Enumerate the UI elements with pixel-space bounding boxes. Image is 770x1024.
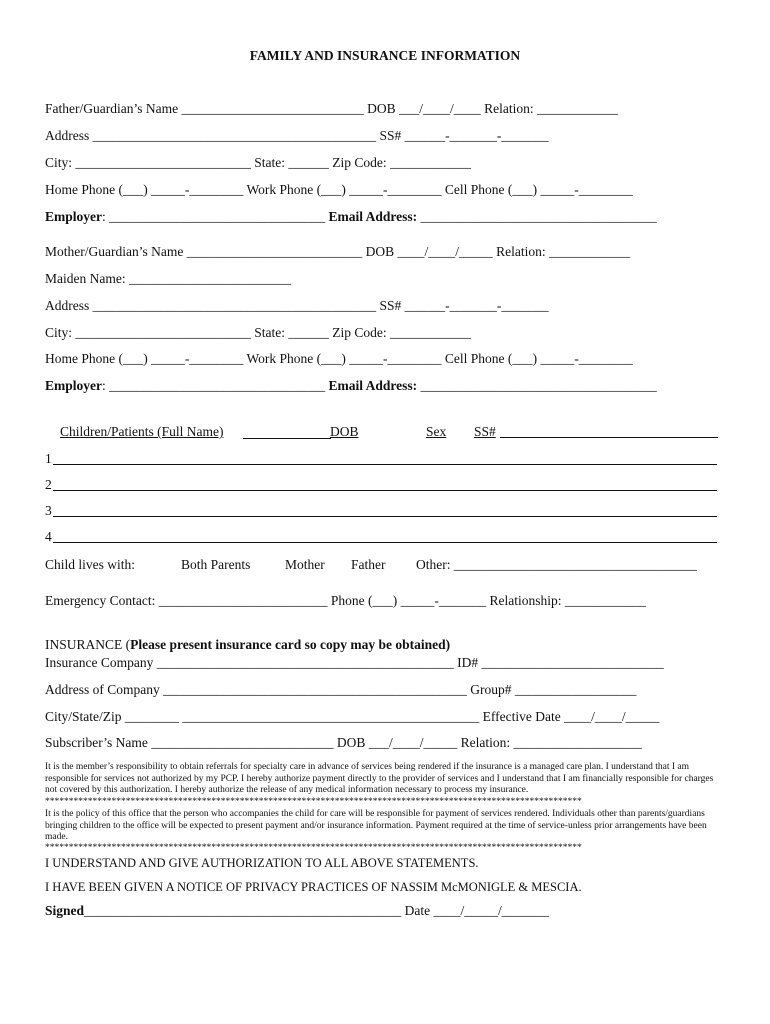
child-row-line[interactable]: [53, 516, 717, 517]
father-employer-row[interactable]: [45, 209, 657, 225]
father-name-field[interactable]: Father/Guardian’s Name ___________________________ DOB ___/____/____ Relation: ____________: [45, 101, 618, 116]
father-phone-field[interactable]: Home Phone (___) _____-________ Work Phone (___) _____-________ Cell Phone (___) _____-________: [45, 182, 633, 197]
mother-employer-row[interactable]: [45, 378, 657, 394]
child-row-number: 4: [45, 529, 52, 544]
insurance-heading-prefix: INSURANCE (: [45, 637, 131, 652]
form-title: FAMILY AND INSURANCE INFORMATION: [249, 48, 521, 63]
privacy-notice-statement: I HAVE BEEN GIVEN A NOTICE OF PRIVACY PRACTICES OF NASSIM McMONIGLE & MESCIA.: [45, 880, 582, 894]
mother-city-field[interactable]: City: __________________________ State: ______ Zip Code: ____________: [45, 325, 471, 340]
child-row-line[interactable]: [53, 542, 717, 543]
children-ss-header: SS#: [474, 424, 496, 439]
child-lives-label: Child lives with:: [45, 557, 136, 572]
father-address-field[interactable]: Address __________________________________________ SS# ______-_______-_______: [45, 128, 549, 143]
mother-email-label: Email Address:: [328, 378, 418, 393]
father-employer-blank[interactable]: : ________________________________: [102, 209, 326, 224]
insurance-heading-note: Please present insurance card so copy may be obtained): [130, 637, 451, 652]
children-ss-underline: [500, 437, 718, 438]
child-row-line[interactable]: [53, 464, 717, 465]
father-employer-label: Employer: [45, 209, 102, 224]
mother-name-field[interactable]: Mother/Guardian’s Name __________________________ DOB ____/____/_____ Relation: ____________: [45, 244, 630, 259]
insurance-city-field[interactable]: City/State/Zip ________ ____________________________________________ Effective Date ____/____/_____: [45, 709, 660, 724]
payment-policy-text: It is the policy of this office that the person who accompanies the child for care will be responsible for payment of services rendered. Individuals other than parents/guardians bringing children to the office will be expected to present payment and/or insurance information. Payment required at the time of service-unless prior arrangements have been made.: [45, 809, 707, 842]
child-row-line[interactable]: [53, 490, 717, 491]
signed-label: Signed: [45, 903, 85, 918]
member-responsibility-text: It is the member’s responsibility to obtain referrals for specialty care in advance of services being rendered if the insurance is a managed care plan. I understand that I am responsible for services not authorized by my PCP. I hereby authorize payment directly to the provider of services and I understand that I am financially responsible for charges not covered by this authorization. I hereby authorize the release of any medical information necessary to process my insurance.: [45, 762, 714, 795]
option-other-field[interactable]: Other: ____________________________________: [416, 557, 697, 572]
children-name-header: Children/Patients (Full Name): [60, 424, 224, 439]
insurance-company-field[interactable]: Insurance Company ____________________________________________ ID# ___________________________: [45, 655, 664, 670]
child-row-number: 1: [45, 451, 52, 466]
separator-stars: *****************************************************************************************************************: [45, 797, 582, 807]
signature-date-field[interactable]: _______________________________________________ Date ____/_____/_______: [84, 903, 550, 918]
children-sex-header: Sex: [426, 424, 447, 439]
insurance-heading: [45, 637, 450, 653]
father-email-label: Email Address:: [328, 209, 418, 224]
children-dob-header: DOB: [330, 424, 359, 439]
mother-employer-blank[interactable]: : ________________________________: [102, 378, 326, 393]
mother-address-field[interactable]: Address __________________________________________ SS# ______-_______-_______: [45, 298, 549, 313]
subscriber-field[interactable]: Subscriber’s Name ___________________________ DOB ___/____/_____ Relation: ___________________: [45, 735, 642, 750]
mother-employer-label: Employer: [45, 378, 102, 393]
mother-maiden-field[interactable]: Maiden Name: ________________________: [45, 271, 291, 286]
option-mother[interactable]: Mother: [285, 557, 325, 572]
father-city-field[interactable]: City: __________________________ State: ______ Zip Code: ____________: [45, 155, 471, 170]
father-email-blank[interactable]: ___________________________________: [417, 209, 657, 224]
mother-phone-field[interactable]: Home Phone (___) _____-________ Work Phone (___) _____-________ Cell Phone (___) _____-________: [45, 351, 633, 366]
child-row-number: 3: [45, 503, 52, 518]
emergency-contact-field[interactable]: Emergency Contact: _________________________ Phone (___) _____-_______ Relationship: ____________: [45, 593, 646, 608]
mother-email-blank[interactable]: ___________________________________: [417, 378, 657, 393]
option-father[interactable]: Father: [351, 557, 386, 572]
option-both-parents[interactable]: Both Parents: [181, 557, 251, 572]
child-row-number: 2: [45, 477, 52, 492]
separator-stars: *****************************************************************************************************************: [45, 843, 582, 853]
signature-row[interactable]: [45, 903, 549, 919]
authorization-statement: I UNDERSTAND AND GIVE AUTHORIZATION TO ALL ABOVE STATEMENTS.: [45, 856, 479, 870]
insurance-address-field[interactable]: Address of Company _____________________________________________ Group# __________________: [45, 682, 637, 697]
